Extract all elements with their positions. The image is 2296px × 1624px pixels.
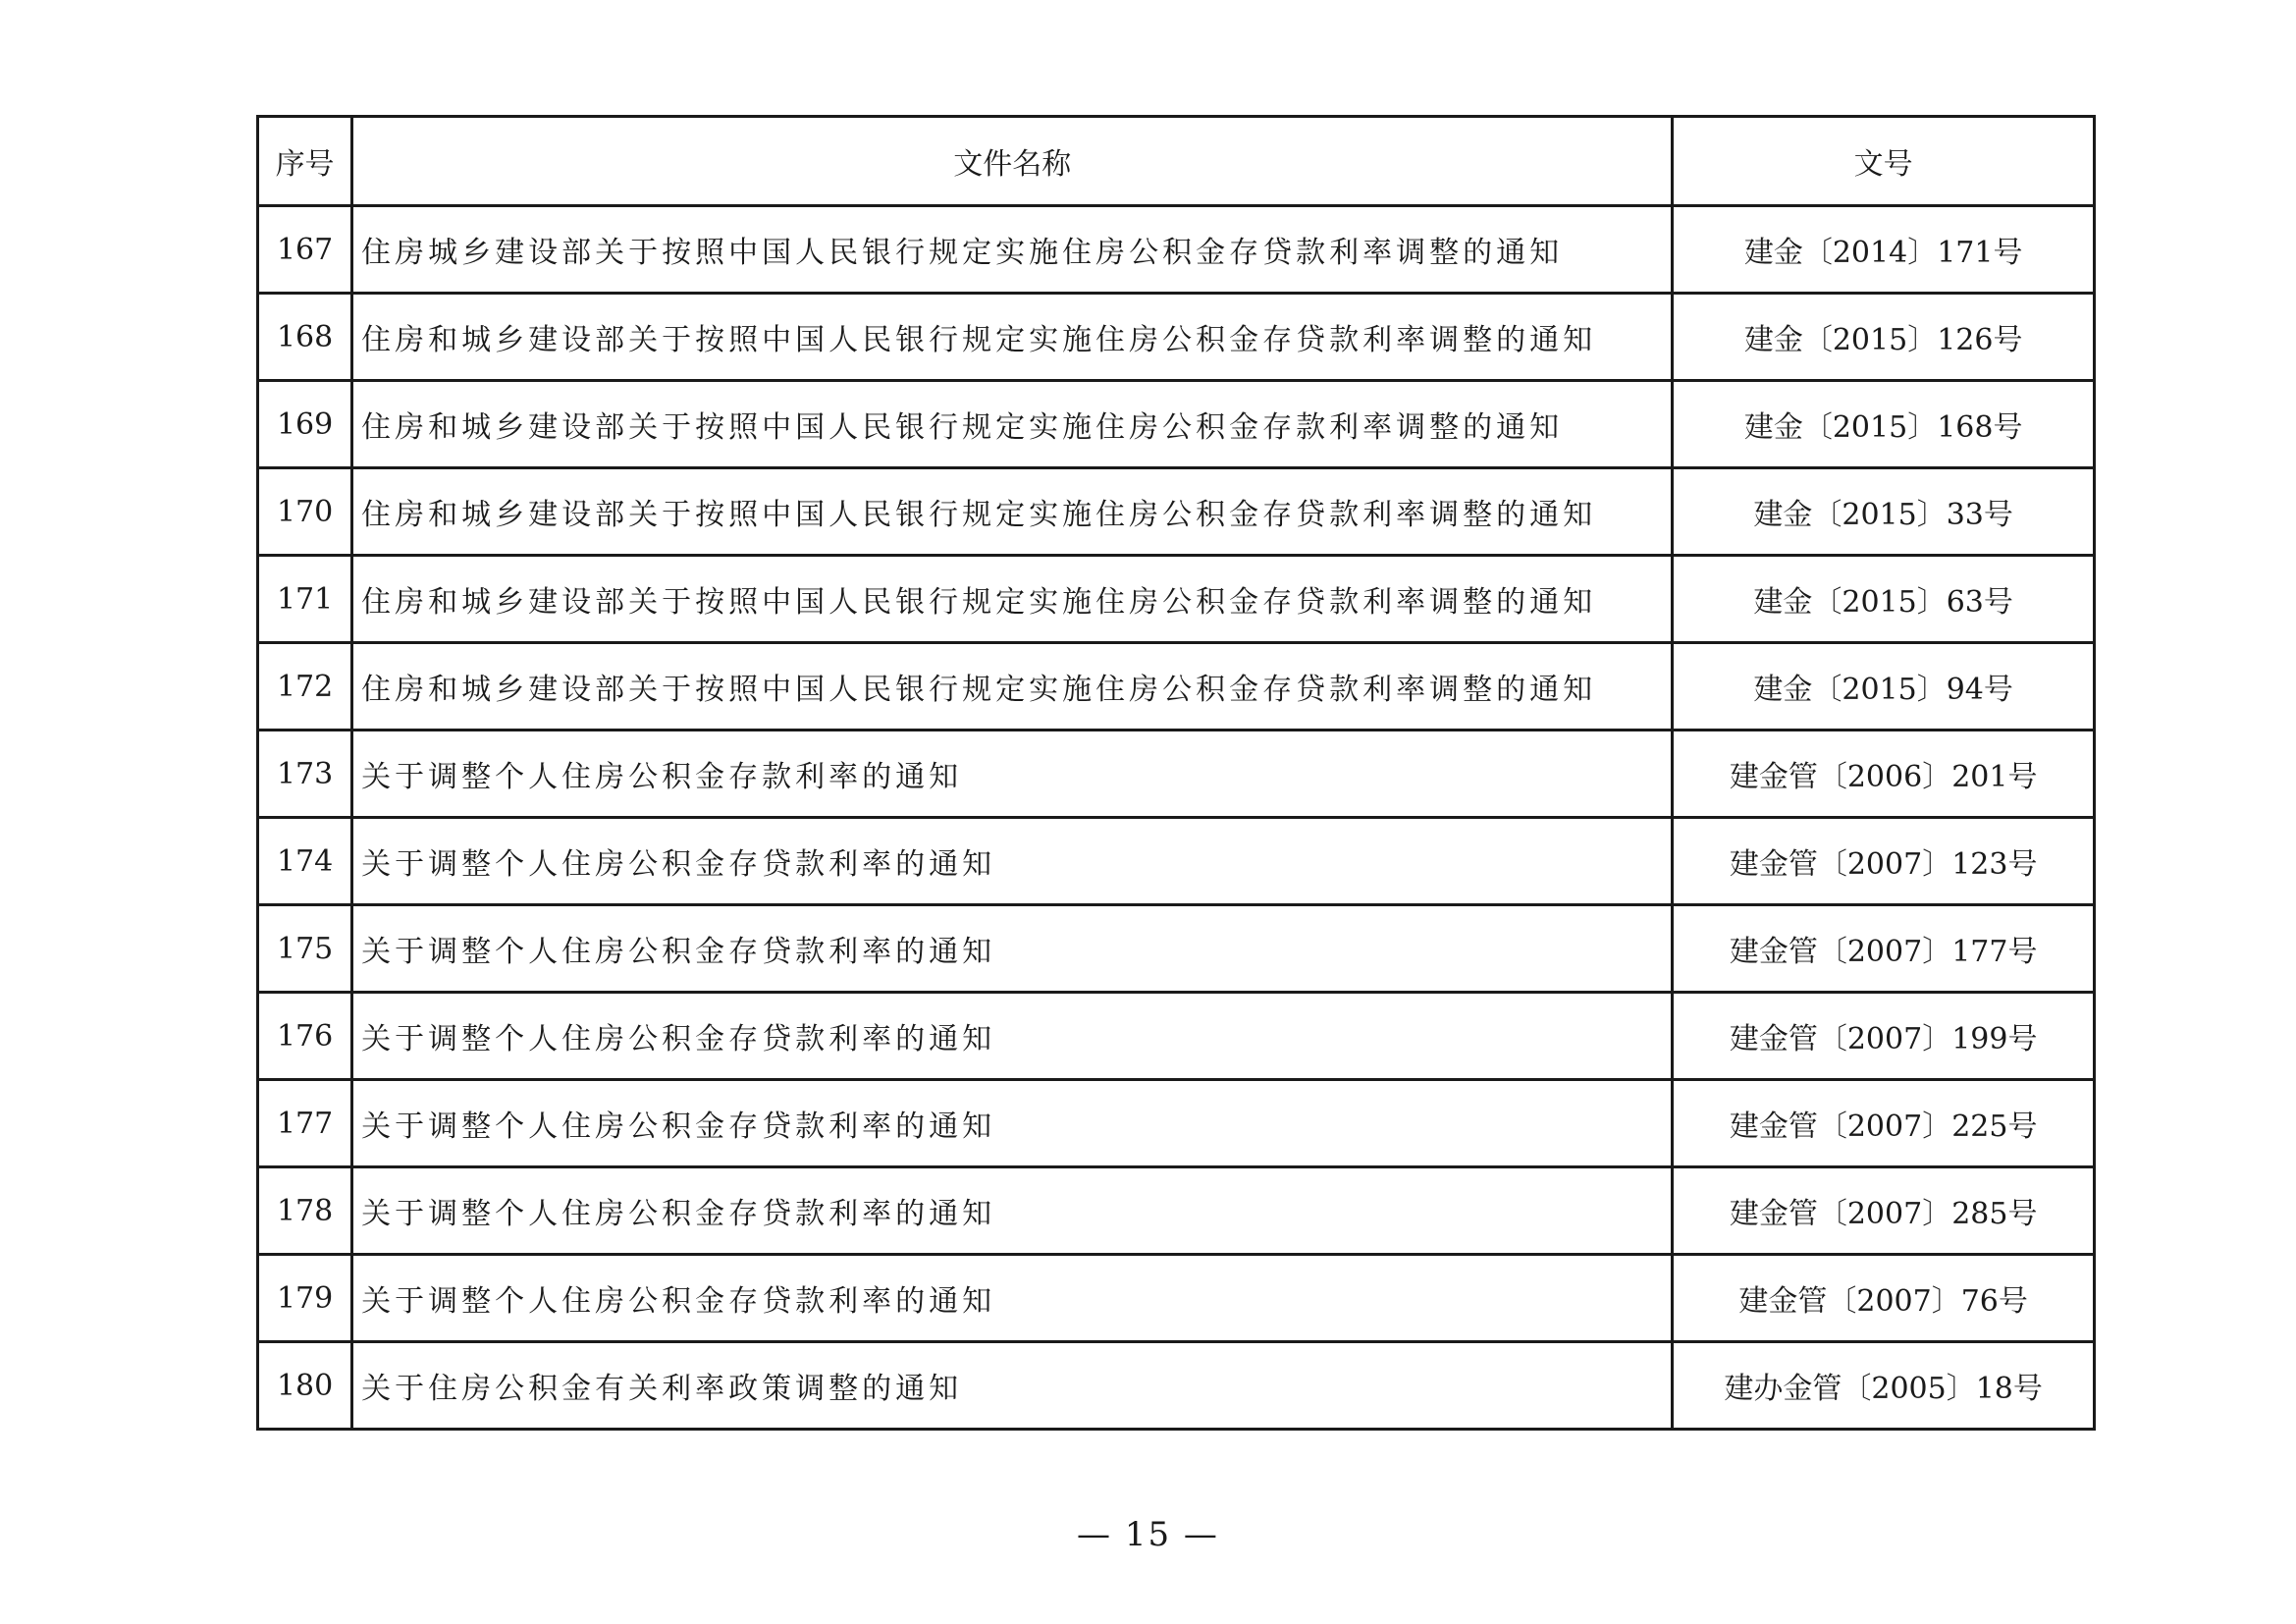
header-seq: 序号 bbox=[258, 117, 352, 206]
page-number: — 15 — bbox=[1077, 1515, 1219, 1554]
header-doc-no: 文号 bbox=[1673, 117, 2095, 206]
row-seq: 178 bbox=[258, 1167, 352, 1255]
row-doc-no: 建金〔2015〕94号 bbox=[1673, 643, 2095, 731]
row-seq: 177 bbox=[258, 1080, 352, 1167]
header-row bbox=[258, 117, 2095, 206]
row-doc-no: 建金管〔2007〕285号 bbox=[1673, 1167, 2095, 1255]
header-title: 文件名称 bbox=[352, 117, 1673, 206]
row-title: 关于调整个人住房公积金存贷款利率的通知 bbox=[352, 1080, 1673, 1167]
row-seq: 175 bbox=[258, 905, 352, 993]
row-seq: 167 bbox=[258, 206, 352, 294]
row-seq: 172 bbox=[258, 643, 352, 731]
table-row bbox=[258, 1080, 2095, 1167]
table-row bbox=[258, 818, 2095, 905]
table-body bbox=[258, 206, 2095, 1430]
table-row bbox=[258, 1167, 2095, 1255]
row-title: 关于调整个人住房公积金存款利率的通知 bbox=[352, 731, 1673, 818]
row-doc-no: 建金管〔2006〕201号 bbox=[1673, 731, 2095, 818]
row-doc-no: 建金管〔2007〕225号 bbox=[1673, 1080, 2095, 1167]
row-doc-no: 建金管〔2007〕76号 bbox=[1673, 1255, 2095, 1342]
row-title: 关于调整个人住房公积金存贷款利率的通知 bbox=[352, 905, 1673, 993]
row-seq: 180 bbox=[258, 1342, 352, 1430]
table-row bbox=[258, 643, 2095, 731]
row-seq: 169 bbox=[258, 381, 352, 468]
row-title: 关于调整个人住房公积金存贷款利率的通知 bbox=[352, 1255, 1673, 1342]
table-row bbox=[258, 1342, 2095, 1430]
row-seq: 171 bbox=[258, 556, 352, 643]
table-row bbox=[258, 905, 2095, 993]
table-row bbox=[258, 294, 2095, 381]
table-row bbox=[258, 468, 2095, 556]
row-title: 关于调整个人住房公积金存贷款利率的通知 bbox=[352, 818, 1673, 905]
row-title: 住房和城乡建设部关于按照中国人民银行规定实施住房公积金存款利率调整的通知 bbox=[352, 381, 1673, 468]
row-doc-no: 建金管〔2007〕177号 bbox=[1673, 905, 2095, 993]
row-title: 关于调整个人住房公积金存贷款利率的通知 bbox=[352, 993, 1673, 1080]
row-doc-no: 建金〔2015〕168号 bbox=[1673, 381, 2095, 468]
row-title: 住房和城乡建设部关于按照中国人民银行规定实施住房公积金存贷款利率调整的通知 bbox=[352, 643, 1673, 731]
row-doc-no: 建金〔2014〕171号 bbox=[1673, 206, 2095, 294]
row-seq: 168 bbox=[258, 294, 352, 381]
row-title: 住房和城乡建设部关于按照中国人民银行规定实施住房公积金存贷款利率调整的通知 bbox=[352, 468, 1673, 556]
table-row bbox=[258, 381, 2095, 468]
table-row bbox=[258, 1255, 2095, 1342]
row-doc-no: 建金管〔2007〕123号 bbox=[1673, 818, 2095, 905]
table-row bbox=[258, 556, 2095, 643]
table-row bbox=[258, 993, 2095, 1080]
row-title: 住房和城乡建设部关于按照中国人民银行规定实施住房公积金存贷款利率调整的通知 bbox=[352, 294, 1673, 381]
row-doc-no: 建金〔2015〕33号 bbox=[1673, 468, 2095, 556]
row-title: 关于调整个人住房公积金存贷款利率的通知 bbox=[352, 1167, 1673, 1255]
row-doc-no: 建金〔2015〕63号 bbox=[1673, 556, 2095, 643]
row-title: 住房城乡建设部关于按照中国人民银行规定实施住房公积金存贷款利率调整的通知 bbox=[352, 206, 1673, 294]
row-title: 住房和城乡建设部关于按照中国人民银行规定实施住房公积金存贷款利率调整的通知 bbox=[352, 556, 1673, 643]
document-table bbox=[256, 115, 2096, 1431]
row-seq: 179 bbox=[258, 1255, 352, 1342]
row-doc-no: 建办金管〔2005〕18号 bbox=[1673, 1342, 2095, 1430]
row-title: 关于住房公积金有关利率政策调整的通知 bbox=[352, 1342, 1673, 1430]
row-seq: 170 bbox=[258, 468, 352, 556]
table-row bbox=[258, 731, 2095, 818]
row-doc-no: 建金〔2015〕126号 bbox=[1673, 294, 2095, 381]
table-row bbox=[258, 206, 2095, 294]
table-header bbox=[258, 117, 2095, 206]
row-seq: 174 bbox=[258, 818, 352, 905]
row-doc-no: 建金管〔2007〕199号 bbox=[1673, 993, 2095, 1080]
row-seq: 176 bbox=[258, 993, 352, 1080]
row-seq: 173 bbox=[258, 731, 352, 818]
